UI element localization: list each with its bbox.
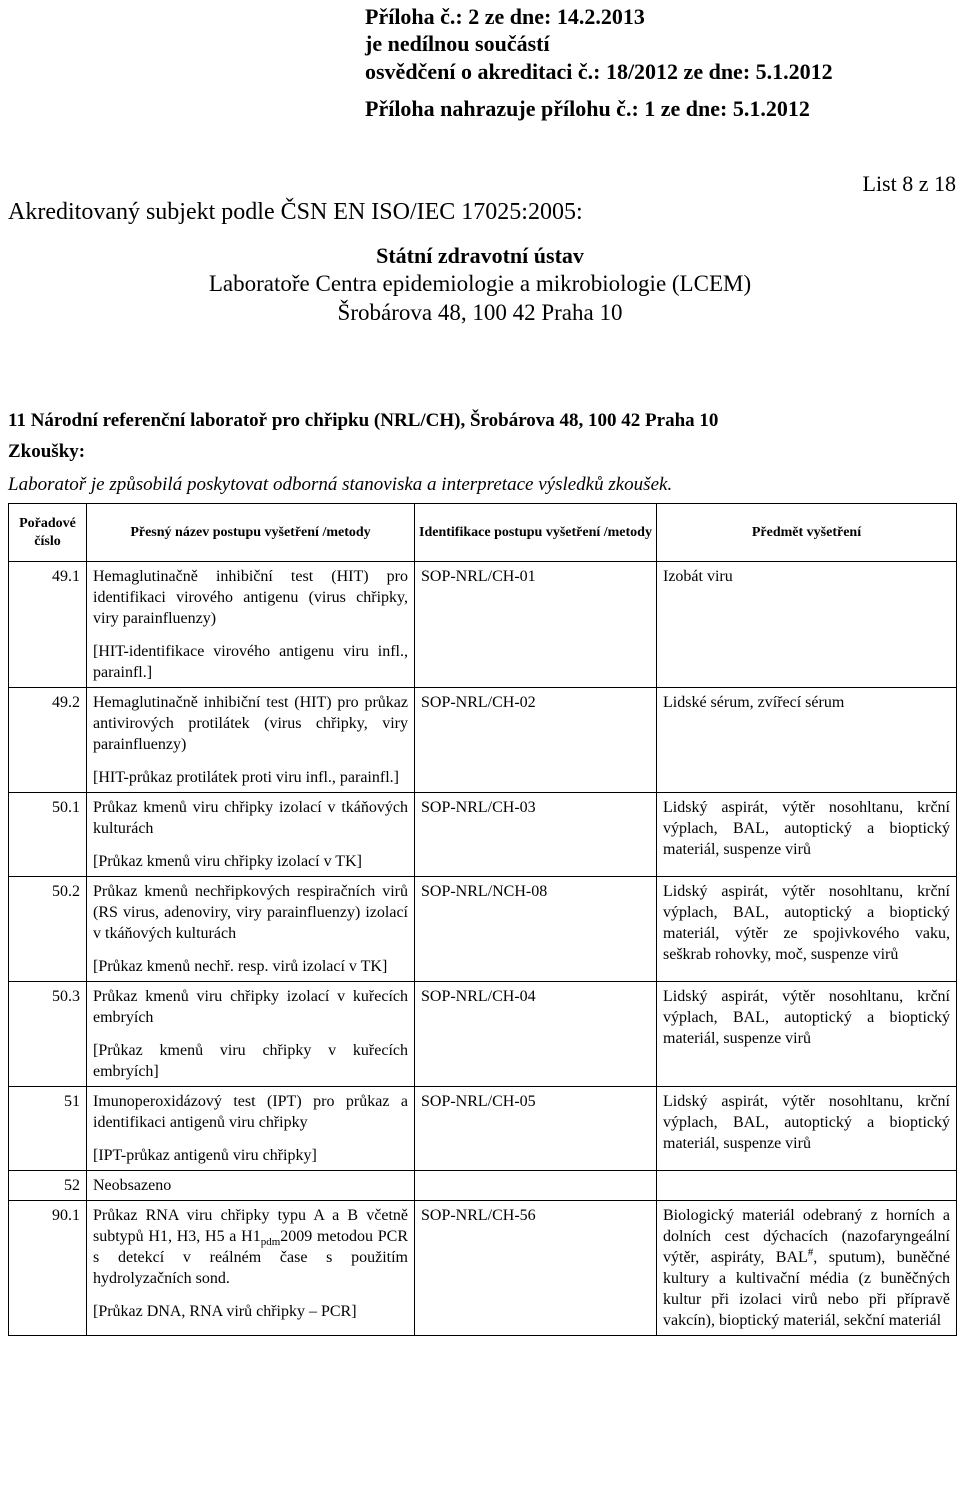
method-id: SOP-NRL/CH-02 — [415, 688, 657, 793]
method-name: Průkaz kmenů viru chřipky izolací v tkáňových kulturách — [93, 799, 408, 837]
method-cell — [87, 877, 415, 982]
table-row — [9, 688, 957, 793]
table-header-row — [9, 504, 957, 562]
replaces-line: Příloha nahrazuje přílohu č.: 1 ze dne: 5.1.2012 — [365, 96, 810, 121]
annex-line: Příloha č.: 2 ze dne: 14.2.2013 — [365, 4, 645, 29]
method-name-subscript: pdm — [260, 1236, 281, 1249]
accredited-subject: Akreditovaný subjekt podle ČSN EN ISO/IEC 17025:2005: — [8, 199, 583, 225]
row-number: 51 — [9, 1087, 87, 1171]
method-name — [93, 1205, 408, 1289]
institute-name: Státní zdravotní ústav — [376, 243, 584, 268]
method-short: [Průkaz kmenů viru chřipky izolací v TK] — [93, 853, 362, 870]
table-row — [9, 1201, 957, 1336]
row-number: 50.1 — [9, 793, 87, 877]
method-name: Imunoperoxidázový test (IPT) pro průkaz a identifikaci antigenů viru chřipky — [93, 1093, 408, 1131]
section-lab-title: 11 Národní referenční laboratoř pro chřipku (NRL/CH), Šrobárova 48, 100 42 Praha 10 — [8, 410, 719, 431]
table-row — [9, 1087, 957, 1171]
subject: Lidský aspirát, výtěr nosohltanu, krční výplach, BAL, autoptický a bioptický materiál, výtěr ze spojivkového vaku, seškrab rohovky, moč, suspenze virů — [657, 877, 957, 982]
method-id: SOP-NRL/CH-05 — [415, 1087, 657, 1171]
method-id: SOP-NRL/NCH-08 — [415, 877, 657, 982]
subject-superscript: # — [807, 1246, 814, 1259]
subject: Lidské sérum, zvířecí sérum — [657, 688, 957, 793]
table-row — [9, 1171, 957, 1201]
header-method-name: Přesný název postupu vyšetření /metody — [87, 504, 415, 562]
subject: Izobát viru — [657, 562, 957, 688]
method-short: [IPT-průkaz antigenů viru chřipky] — [93, 1147, 317, 1164]
method-cell — [87, 793, 415, 877]
method-cell — [87, 1201, 415, 1336]
method-cell — [87, 1087, 415, 1171]
header-subject: Předmět vyšetření — [657, 504, 957, 562]
certificate-line: osvědčení o akreditaci č.: 18/2012 ze dne: 5.1.2012 — [365, 59, 833, 84]
method-short: [Průkaz kmenů nechř. resp. virů izolací v TK] — [93, 958, 388, 975]
method-short: [HIT-průkaz protilátek proti viru infl., parainfl.] — [93, 769, 399, 786]
table-row — [9, 877, 957, 982]
method-id: SOP-NRL/CH-56 — [415, 1201, 657, 1336]
table-row — [9, 793, 957, 877]
method-id: SOP-NRL/CH-03 — [415, 793, 657, 877]
subject: Lidský aspirát, výtěr nosohltanu, krční výplach, BAL, autoptický a bioptický materiál, suspenze virů — [657, 982, 957, 1087]
method-id: SOP-NRL/CH-04 — [415, 982, 657, 1087]
method-name: Neobsazeno — [87, 1171, 415, 1201]
row-number: 50.3 — [9, 982, 87, 1087]
method-short: [HIT-identifikace virového antigenu viru infl., parainfl.] — [93, 643, 408, 681]
row-number: 90.1 — [9, 1201, 87, 1336]
row-number: 52 — [9, 1171, 87, 1201]
competence-note: Laboratoř je způsobilá poskytovat odborná stanoviska a interpretace výsledků zkoušek. — [8, 474, 673, 495]
method-short: [Průkaz DNA, RNA virů chřipky – PCR] — [93, 1303, 357, 1320]
subject — [657, 1171, 957, 1201]
tests-label: Zkoušky: — [8, 441, 86, 462]
method-id — [415, 1171, 657, 1201]
sheet-number: List 8 z 18 — [862, 171, 956, 196]
method-name-part: Průkaz RNA viru chřipky typu A a B včetně subtypů H1, H3, H5 a H1 — [93, 1207, 408, 1245]
method-name: Průkaz kmenů nechřipkových respiračních virů (RS virus, adenoviry, viry parainfluenzy) izolací v tkáňových kulturách — [93, 883, 408, 942]
method-short: [Průkaz kmenů viru chřipky v kuřecích embryích] — [93, 1042, 408, 1080]
lab-name: Laboratoře Centra epidemiologie a mikrobiologie (LCEM) — [208, 271, 752, 296]
header-method-id: Identifikace postupu vyšetření /metody — [415, 504, 657, 562]
method-name: Hemaglutinačně inhibiční test (HIT) pro identifikaci virového antigenu (virus chřipky, viry parainfluenzy) — [93, 568, 408, 627]
method-name: Hemaglutinačně inhibiční test (HIT) pro průkaz antivirových protilátek (virus chřipky, viry parainfluenzy) — [93, 694, 408, 753]
method-cell — [87, 982, 415, 1087]
row-number: 49.1 — [9, 562, 87, 688]
method-name-part: 2009 metodou PCR s detekcí v reálném čase s použitím hydrolyzačních sond. — [93, 1228, 409, 1287]
row-number: 49.2 — [9, 688, 87, 793]
tests-table — [8, 503, 957, 1336]
table-row — [9, 982, 957, 1087]
method-id: SOP-NRL/CH-01 — [415, 562, 657, 688]
method-name: Průkaz kmenů viru chřipky izolací v kuřecích embryích — [93, 988, 408, 1026]
subject-part: , sputum), buněčné kultury a kultivační média (z buněčných kultur při izolaci virů nebo při přípravě vakcín), bioptický materiál, sekční materiál — [663, 1249, 950, 1329]
table-row — [9, 562, 957, 688]
address: Šrobárova 48, 100 42 Praha 10 — [337, 300, 623, 325]
method-cell — [87, 688, 415, 793]
row-number: 50.2 — [9, 877, 87, 982]
subject: Lidský aspirát, výtěr nosohltanu, krční výplach, BAL, autoptický a bioptický materiál, suspenze virů — [657, 793, 957, 877]
header-order-number: Pořadové číslo — [9, 504, 87, 562]
annex-part-line: je nedílnou součástí — [365, 31, 550, 56]
subject: Lidský aspirát, výtěr nosohltanu, krční výplach, BAL, autoptický a bioptický materiál, suspenze virů — [657, 1087, 957, 1171]
subject-part: Biologický materiál odebraný z horních a dolních cest dýchacích (nazofaryngeální výtěr, aspiráty, BAL — [663, 1207, 950, 1266]
subject — [657, 1201, 957, 1336]
method-cell — [87, 562, 415, 688]
